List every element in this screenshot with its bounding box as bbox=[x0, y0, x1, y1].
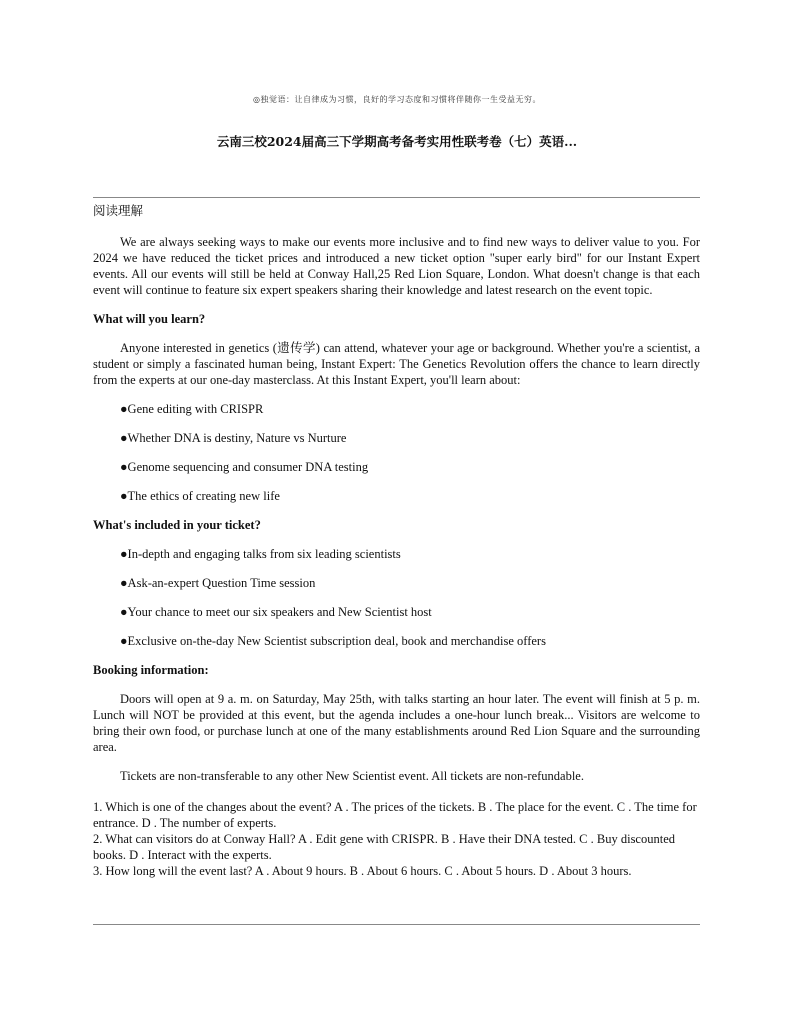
included-heading: What's included in your ticket? bbox=[93, 518, 261, 532]
list-item: ●Exclusive on-the-day New Scientist subscription deal, book and merchandise offers bbox=[120, 634, 546, 648]
section-label: 阅读理解 bbox=[93, 203, 144, 218]
header-motto: ◎独觉语：让自律成为习惯，良好的学习态度和习惯将伴随你一生受益无穷。 bbox=[253, 95, 541, 104]
question-1: 1. Which is one of the changes about the event? A . The prices of the tickets. B . The place for the event. C . The time for entrance. D . The number of experts. bbox=[93, 800, 697, 830]
question-3: 3. How long will the event last? A . About 9 hours. B . About 6 hours. C . About 5 hours. D . About 3 hours. bbox=[93, 864, 632, 878]
list-item: ●Whether DNA is destiny, Nature vs Nurture bbox=[120, 431, 347, 445]
tickets-paragraph: Tickets are non-transferable to any other New Scientist event. All tickets are non-refundable. bbox=[120, 769, 584, 783]
document-title: 云南三校2024届高三下学期高考备考实用性联考卷（七）英语... bbox=[216, 134, 578, 149]
booking-paragraph: Doors will open at 9 a. m. on Saturday, May 25th, with talks starting an hour later. The event will finish at 5 p. m. Lunch will NOT be provided at this event, but the agenda includes a one-hour lunch break... Visitors are welcome to bring their own food, or purchase lunch at one of the many establishments around Red Lion Square and the surrounding area. bbox=[93, 692, 700, 754]
list-item: ●Genome sequencing and consumer DNA testing bbox=[120, 460, 369, 474]
list-item: ●Your chance to meet our six speakers and New Scientist host bbox=[120, 605, 432, 619]
list-item: ●Ask-an-expert Question Time session bbox=[120, 576, 316, 590]
list-item: ●In-depth and engaging talks from six leading scientists bbox=[120, 547, 401, 561]
learn-paragraph: Anyone interested in genetics (遗传学) can attend, whatever your age or background. Whether you're a scientist, a student or simply a fascinated human being, Instant Expert: The Genetics Revolution offers the chance to learn directly from the experts at our one-day masterclass. At this Instant Expert, you'll learn about: bbox=[93, 341, 700, 387]
bottom-divider bbox=[93, 924, 700, 925]
list-item: ●Gene editing with CRISPR bbox=[120, 402, 264, 416]
learn-heading: What will you learn? bbox=[93, 312, 206, 326]
question-2: 2. What can visitors do at Conway Hall? A . Edit gene with CRISPR. B . Have their DNA tested. C . Buy discounted books. D . Interact with the experts. bbox=[93, 832, 676, 862]
questions-block bbox=[93, 799, 700, 879]
booking-heading: Booking information: bbox=[93, 663, 209, 677]
document-body bbox=[93, 203, 700, 879]
list-item: ●The ethics of creating new life bbox=[120, 489, 280, 503]
top-divider bbox=[93, 197, 700, 198]
intro-paragraph: We are always seeking ways to make our events more inclusive and to find new ways to deliver value to you. For 2024 we have reduced the ticket prices and introduced a new ticket option "super early bird" for our Instant Expert events. All our events will still be held at Conway Hall,25 Red Lion Square, London. What doesn't change is that each event will continue to feature six expert speakers sharing their knowledge and latest research on the event topic. bbox=[93, 235, 700, 297]
